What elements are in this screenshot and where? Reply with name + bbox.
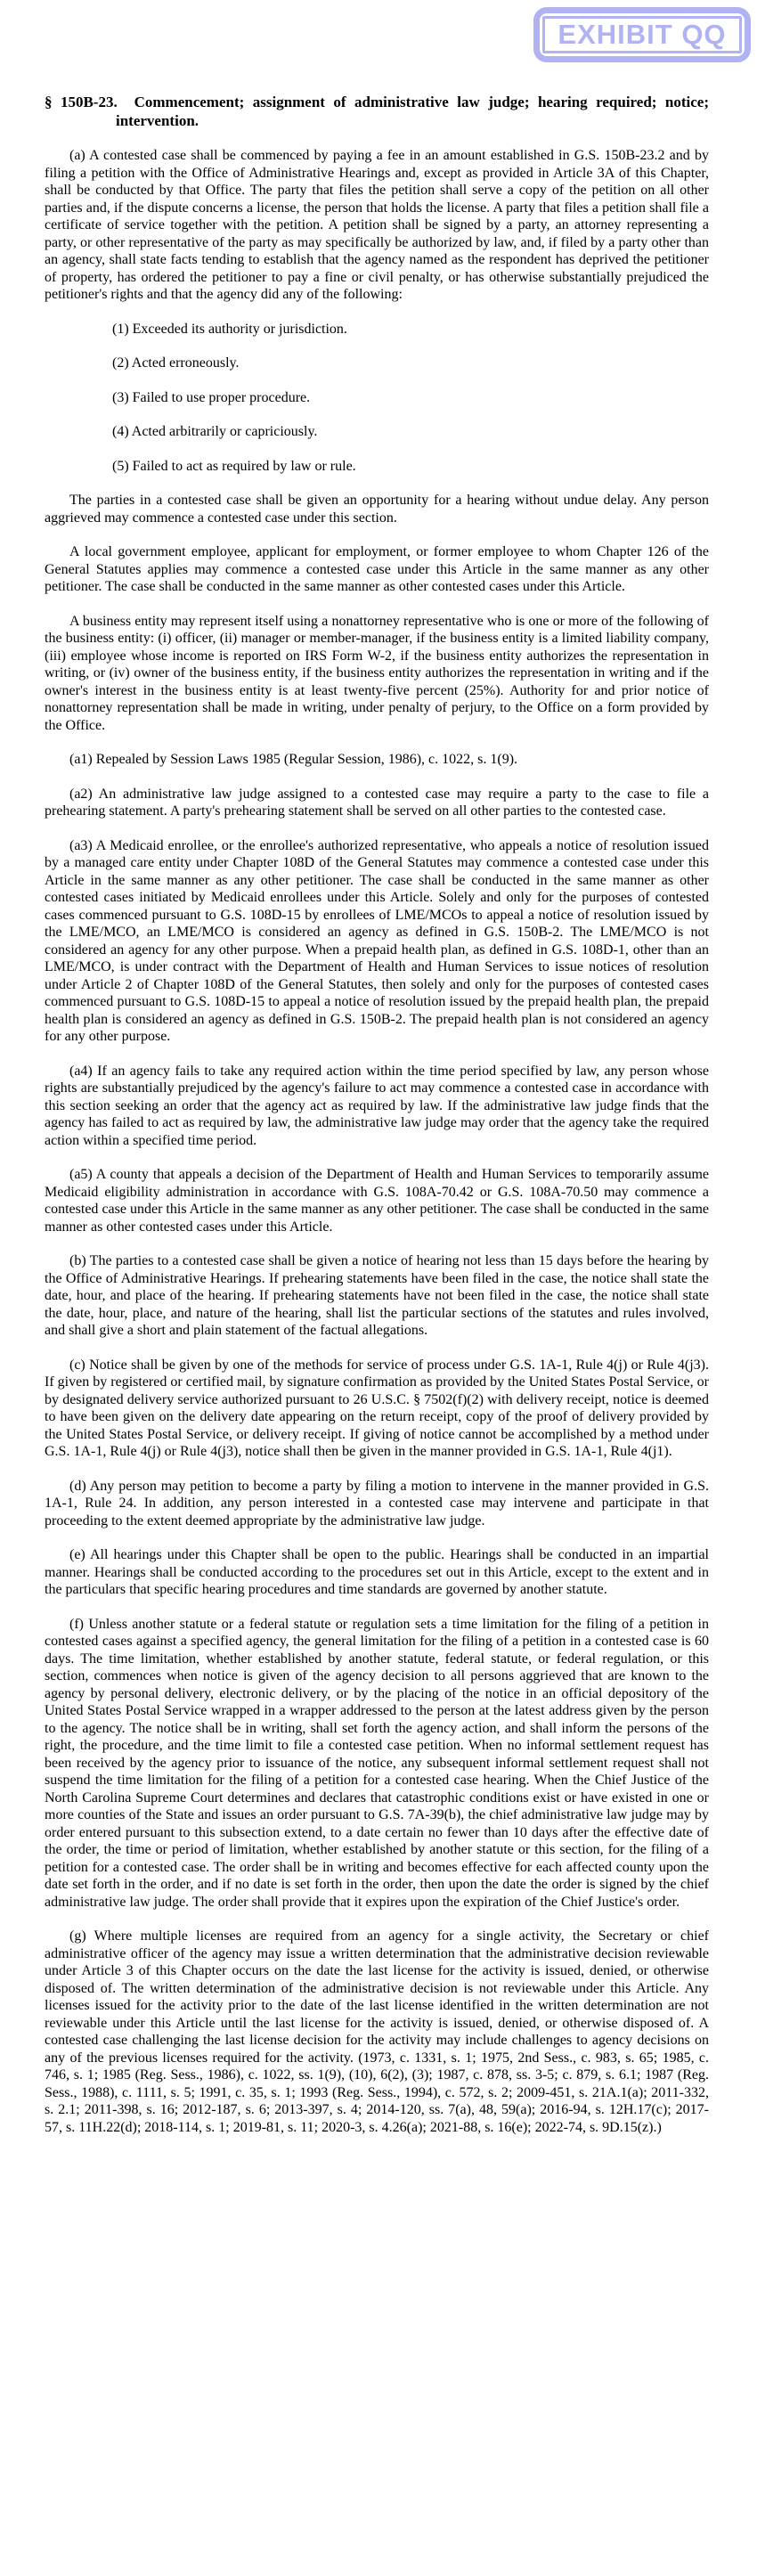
paragraph-e: (e) All hearings under this Chapter shall be open to the public. Hearings shall be conducted in an impartial manner. Hearings shall be conducted according to the procedures set out in this Article, except to the extent and in the particulars that specific hearing procedures and time standards are governed by another statute. [45,1547,709,1597]
ground-item-3: (3) Failed to use proper procedure. [112,389,311,405]
paragraph-d: (d) Any person may petition to become a party by filing a motion to intervene in the manner provided in G.S. 1A-1, Rule 24. In addition, any person interested in a contested case may intervene and participate in that proceeding to the extent deemed appropriate by the administrative law judge. [45,1478,709,1528]
paragraph-a2: (a2) An administrative law judge assigned to a contested case may require a party to the case to file a prehearing statement. A party's prehearing statement shall be served on all other parties to the contested case. [45,786,709,819]
ground-item-4: (4) Acted arbitrarily or capriciously. [112,424,318,439]
ground-item-1: (1) Exceeded its authority or jurisdiction. [112,321,347,337]
ground-item-5: (5) Failed to act as required by law or rule. [112,458,356,474]
paragraph-a3: (a3) A Medicaid enrollee, or the enrollee's authorized representative, who appeals a notice of resolution issued by a managed care entity under Chapter 108D of the General Statutes may commence a contested case under this Article in the same manner as any other petitioner. The case shall be conducted in the same manner as other contested cases initiated by Medicaid enrollees under this Article. Solely and only for the purposes of contested cases commenced pursuant to G.S. 108D-15 by enrollees of LME/MCOs to appeal a notice of resolution issued by the LME/MCO, an LME/MCO is considered an agency as defined in G.S. 150B-2. The LME/MCO is not considered an agency for any other purpose. When a prepaid health plan, as defined in G.S. 108D-1, other than an LME/MCO, is under contract with the Department of Health and Human Services to issue notices of resolution under Article 2 of Chapter 108D of the General Statutes, then solely and only for the purposes of contested cases commenced pursuant to G.S. 108D-15 to appeal a notice of resolution issued by the prepaid health plan, the prepaid health plan is considered an agency as defined in G.S. 150B-2. The prepaid health plan is not considered an agency for any other purpose. [45,837,709,1044]
exhibit-stamp-inner-border [542,16,742,53]
ground-item-2: (2) Acted erroneously. [112,355,240,371]
paragraph-a1: (a1) Repealed by Session Laws 1985 (Regular Session, 1986), c. 1022, s. 1(9). [69,752,518,767]
paragraph-a4: (a4) If an agency fails to take any required action within the time period specified by law, any person whose rights are substantially prejudiced by the agency's failure to act may commence a contested case in accordance with this section seeking an order that the agency act as required by law. If the administrative law judge finds that the agency has failed to act as required by law, the administrative law judge may order that the agency take the required action within a specified time period. [45,1063,709,1148]
paragraph-a: (a) A contested case shall be commenced by paying a fee in an amount established in G.S. 150B-23.2 and by filing a petition with the Office of Administrative Hearings and, except as provided in Article 3A of this Chapter, shall be conducted by that Office. The party that files the petition shall serve a copy of the petition on all other parties and, if the dispute concerns a license, the person that holds the license. A party that files a petition shall file a certificate of service together with the petition. A petition shall be signed by a party, an attorney representing a party, or other representative of the party as may specifically be authorized by law, and, if filed by a party other than an agency, shall state facts tending to establish that the agency named as the respondent has deprived the petitioner of property, has ordered the petitioner to pay a fine or civil penalty, or has otherwise substantially prejudiced the petitioner's rights and that the agency did any of the following: [45,148,709,302]
paragraph-local-government-employee: A local government employee, applicant for employment, or former employee to whom Chapter 126 of the General Statutes applies may commence a contested case under this Article in the same manner as any other petitioner. The case shall be conducted in the same manner as other contested cases under this Article. [45,544,709,594]
paragraph-b: (b) The parties to a contested case shall be given a notice of hearing not less than 15 days before the hearing by the Office of Administrative Hearings. If prehearing statements have been filed in the case, the notice shall state the date, hour, and place of the hearing. If prehearing statements have not been filed in the case, the notice shall state the date, hour, place, and nature of the hearing, shall list the particular sections of the statutes and rules involved, and shall give a short and plain statement of the factual allegations. [45,1253,709,1338]
paragraph-parties-hearing: The parties in a contested case shall be given an opportunity for a hearing without undue delay. Any person aggrieved may commence a contested case under this section. [45,493,709,526]
exhibit-stamp [533,7,751,62]
paragraph-c: (c) Notice shall be given by one of the methods for service of process under G.S. 1A-1, Rule 4(j) or Rule 4(j3). If given by registered or certified mail, by signature confirmation as provided by the United States Postal Service, or by designated delivery service authorized pursuant to 26 U.S.C. § 7502(f)(2) with delivery receipt, notice is deemed to have been given on the delivery date appearing on the return receipt, copy of the proof of delivery provided by the United States Postal Service, or delivery receipt. If giving of notice cannot be accomplished by a method under G.S. 1A-1, Rule 4(j) or Rule 4(j3), notice shall then be given in the manner provided in G.S. 1A-1, Rule 4(j1). [45,1357,709,1459]
paragraph-business-entity: A business entity may represent itself using a nonattorney representative who is one or more of the following of the business entity: (i) officer, (ii) manager or member-manager, if the business entity is a limited liability company, (iii) employee whose income is reported on IRS Form W-2, if the business entity authorizes the representation in writing, or (iv) owner of the business entity, if the business entity authorizes the representation in writing and if the owner's interest in the business entity is at least twenty-five percent (25%). Authority for and prior notice of nonattorney representation shall be made in writing, under penalty of perjury, to the Office on a form provided by the Office. [45,613,709,733]
paragraph-f: (f) Unless another statute or a federal statute or regulation sets a time limitation for the filing of a petition in contested cases against a specified agency, the general limitation for the filing of a petition in a contested case is 60 days. The time limitation, whether established by another statute, federal statute, or federal regulation, or this section, commences when notice is given of the agency decision to all persons aggrieved that are known to the agency by personal delivery, electronic delivery, or by the placing of the notice in an official depository of the United States Postal Service wrapped in a wrapper addressed to the person at the latest address given by the person to the agency. The notice shall be in writing, shall set forth the agency action, and shall inform the persons of the right, the procedure, and the time limit to file a contested case petition. When no informal settlement request has been received by the agency prior to issuance of the notice, any subsequent informal settlement request shall not suspend the time limitation for the filing of a petition for a contested case hearing. When the Chief Justice of the North Carolina Supreme Court determines and declares that catastrophic conditions exist or have existed in one or more counties of the State and issues an order pursuant to G.S. 7A-39(b), the chief administrative law judge may by order entered pursuant to this subsection extend, to a date certain no fewer than 10 days after the effective date of the order, the time or period of limitation, whether established by another statute or this section, for the filing of a petition for a contested case. The order shall be in writing and becomes effective for each affected county upon the date set forth in the order, and if no date is set forth in the order, then upon the date the order is signed by the chief administrative law judge. The order shall provide that it expires upon the expiration of the Chief Justice's order. [45,1616,709,1910]
paragraph-g: (g) Where multiple licenses are required from an agency for a single activity, the Secretary or chief administrative officer of the agency may issue a written determination that the administrative decision reviewable under Article 3 of this Chapter occurs on the date the last license for the activity is issued, denied, or otherwise disposed of. The written determination of the administrative decision is not reviewable under this Article. Any licenses issued for the activity prior to the date of the last license identified in the written determination are not reviewable under this Article until the last license for the activity is issued, denied, or otherwise disposed of. A contested case challenging the last license decision for the activity may include challenges to agency decisions on any of the previous licenses required for the activity. (1973, c. 1331, s. 1; 1975, 2nd Sess., c. 983, s. 65; 1985, c. 746, s. 1; 1985 (Reg. Sess., 1986), c. 1022, ss. 1(9), (10), 6(2), (3); 1987, c. 878, ss. 3-5; c. 879, s. 6.1; 1987 (Reg. Sess., 1988), c. 1111, s. 5; 1991, c. 35, s. 1; 1993 (Reg. Sess., 1994), c. 572, s. 2; 2009-451, s. 21A.1(a); 2011-332, s. 2.1; 2011-398, s. 16; 2012-187, s. 6; 2013-397, s. 4; 2014-120, ss. 7(a), 48, 59(a); 2016-94, s. 12H.17(c); 2017-57, s. 11H.22(d); 2018-114, s. 1; 2019-81, s. 11; 2020-3, s. 4.26(a); 2021-88, s. 16(e); 2022-74, s. 9D.15(z).) [45,1928,709,2135]
statute-heading: § 150B-23. Commencement; assignment of administrative law judge; hearing required; notice; intervention. [45,94,713,129]
exhibit-stamp-label: EXHIBIT QQ [558,18,727,50]
paragraph-a5: (a5) A county that appeals a decision of the Department of Health and Human Services to temporarily assume Medicaid eligibility administration in accordance with G.S. 108A-70.42 or G.S. 108A-70.50 may commence a contested case under this Article in the same manner as any other petitioner. The case shall be conducted in the same manner as other contested cases under this Article. [45,1167,709,1235]
